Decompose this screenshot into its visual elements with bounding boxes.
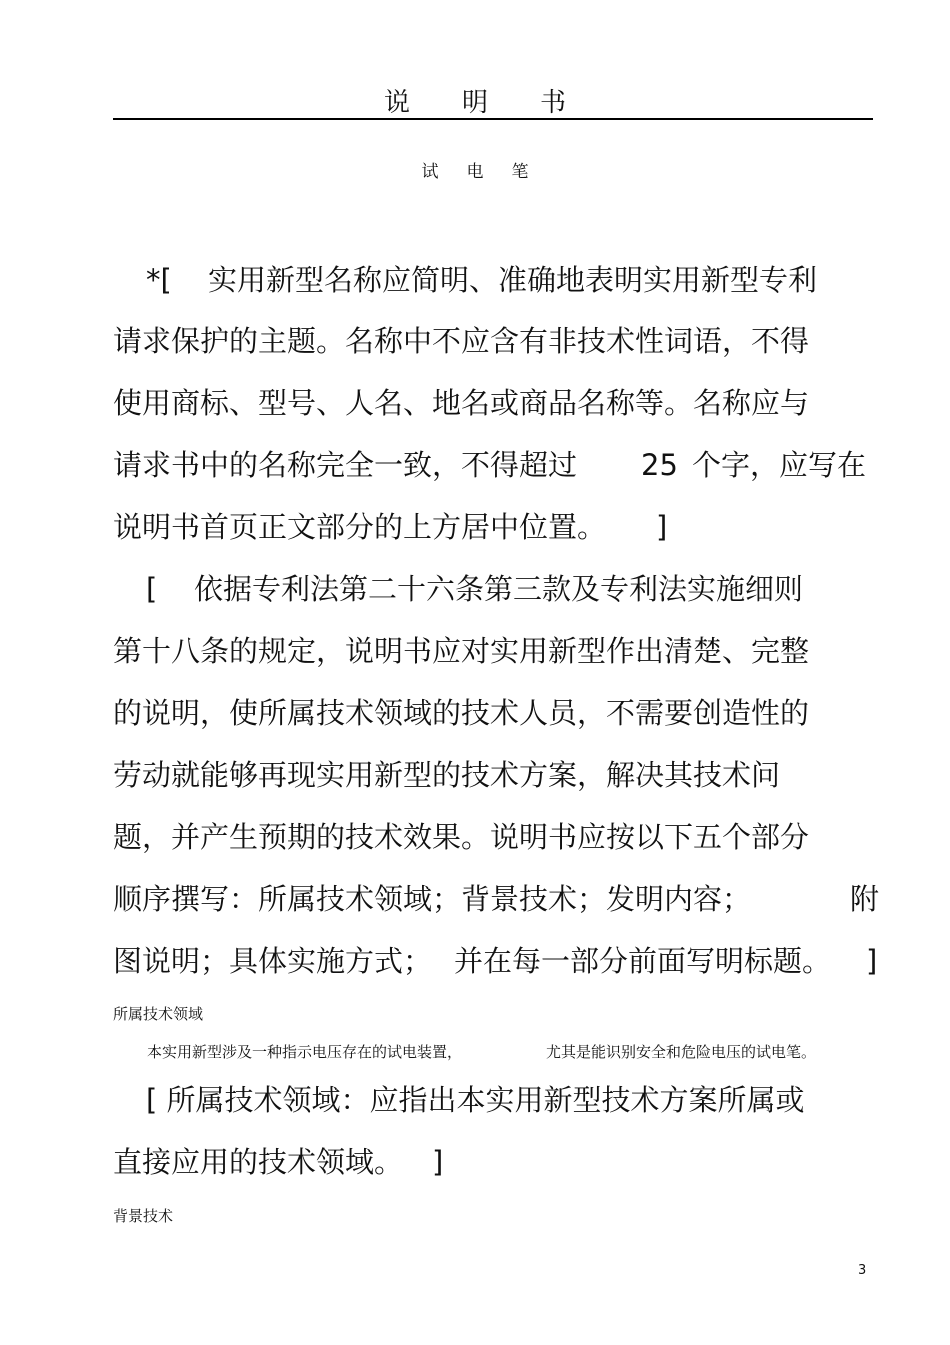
note-line: 请求书中的名称完全一致，不得超过	[113, 448, 578, 482]
title-rule	[113, 118, 873, 120]
subtitle-char: 试	[421, 162, 439, 182]
note-line: 请求保护的主题。名称中不应含有非技术性词语，不得	[113, 324, 810, 358]
title-char: 明	[461, 88, 488, 118]
note-line: 题，并产生预期的技术效果。说明书应按以下五个部分	[113, 820, 810, 854]
section-heading-background: 背景技术	[113, 1207, 174, 1225]
note-line: 并在每一部分前面写明标题。	[454, 944, 832, 978]
invention-name	[0, 157, 950, 182]
section-heading-technical-field: 所属技术领域	[113, 1005, 204, 1023]
subtitle-char: 笔	[511, 162, 529, 182]
note-open-bracket: *[	[146, 263, 172, 297]
note-line: 图说明；具体实施方式；	[113, 944, 433, 978]
document-title	[0, 82, 950, 119]
note-close-bracket: ]	[866, 944, 878, 978]
note-line: 实用新型名称应简明、准确地表明实用新型专利	[208, 263, 818, 297]
note-number: 25	[641, 448, 678, 482]
note-line: [ 所属技术领域：应指出本实用新型技术方案所属或	[146, 1083, 805, 1117]
note-line: 直接应用的技术领域。	[113, 1145, 404, 1179]
note-open-bracket: [	[146, 572, 158, 606]
note-close-bracket: ]	[432, 1145, 444, 1179]
note-line: 依据专利法第二十六条第三款及专利法实施细则	[194, 572, 804, 606]
note-line: 第十八条的规定，说明书应对实用新型作出清楚、完整	[113, 634, 810, 668]
note-line: 的说明，使所属技术领域的技术人员，不需要创造性的	[113, 696, 810, 730]
note-line: 个字，应写在	[692, 448, 867, 482]
subtitle-char: 电	[466, 162, 484, 182]
section-body-technical-field: 本实用新型涉及一种指示电压存在的试电装置，	[147, 1043, 463, 1061]
section-body-technical-field-cont: 尤其是能识别安全和危险电压的试电笔。	[546, 1043, 817, 1061]
title-char: 书	[540, 88, 567, 118]
title-char: 说	[383, 88, 410, 118]
page-number: 3	[858, 1263, 867, 1278]
note-line: 使用商标、型号、人名、地名或商品名称等。名称应与	[113, 386, 810, 420]
note-line: 顺序撰写：所属技术领域；背景技术；发明内容；	[113, 882, 752, 916]
note-close-bracket: ]	[656, 510, 668, 544]
note-line: 劳动就能够再现实用新型的技术方案，解决其技术问	[113, 758, 781, 792]
note-line: 说明书首页正文部分的上方居中位置。	[113, 510, 607, 544]
note-line: 附	[850, 882, 880, 916]
